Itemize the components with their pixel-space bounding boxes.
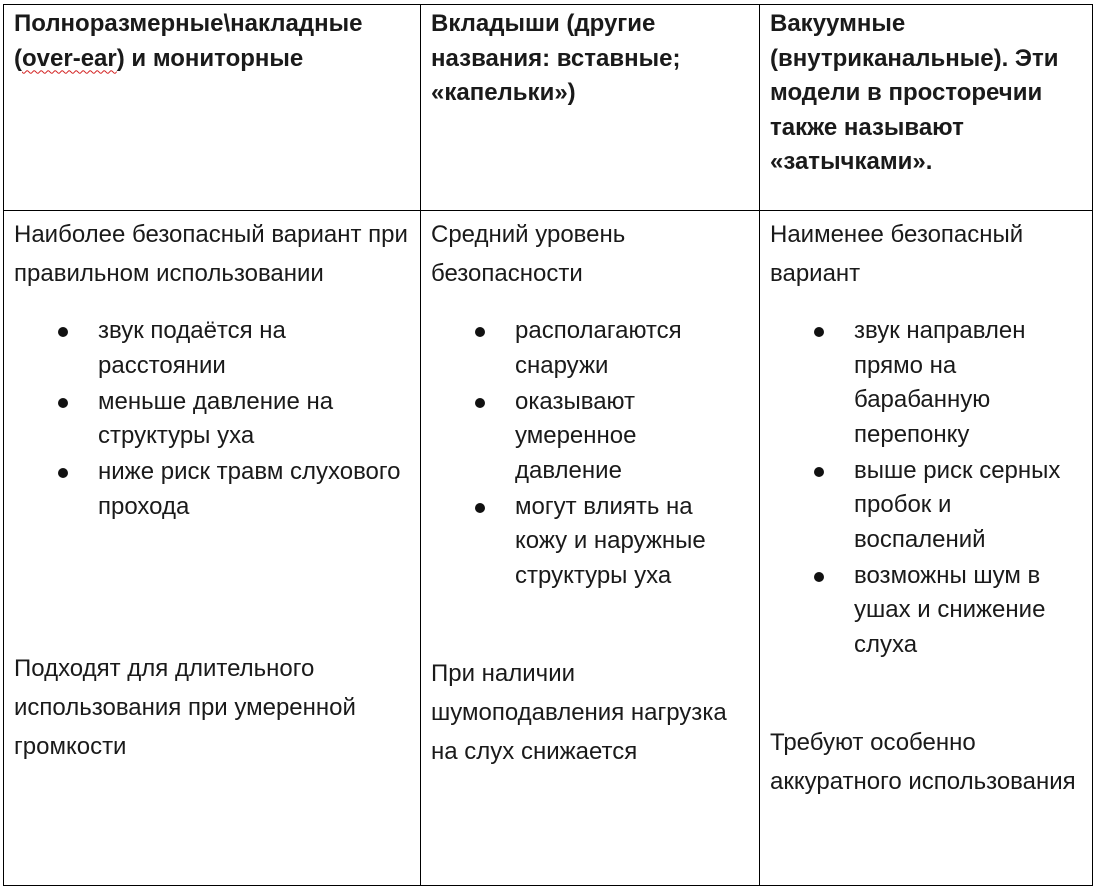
body-cell-over-ear[interactable] xyxy=(4,211,421,886)
outro-text: Требуют особенно аккуратного использования xyxy=(770,729,1076,795)
bullet-icon xyxy=(58,468,68,478)
bullet-list xyxy=(14,314,410,524)
list-item: меньше давление на структуры уха xyxy=(98,385,410,454)
spellcheck-marked-word: over-ear xyxy=(22,44,117,72)
header-cell-over-ear[interactable] xyxy=(4,5,421,211)
outro-text: Подходят для длительного использования при умеренной громкости xyxy=(14,655,356,760)
list-item: звук подаётся на расстоянии xyxy=(98,314,410,383)
header-text-in-ear: Вакуумные (внутриканальные). Эти модели в просторечии также называют «затычками». xyxy=(770,10,1059,175)
bullet-icon xyxy=(475,398,485,408)
header-text-earbuds: Вкладыши (другие названия: вставные; «капельки») xyxy=(431,10,681,106)
bullet-icon xyxy=(475,503,485,513)
list-item: могут влиять на кожу и наружные структуры уха xyxy=(515,490,749,594)
body-row xyxy=(4,211,1093,886)
body-cell-earbuds[interactable] xyxy=(421,211,760,886)
list-item: оказывают умеренное давление xyxy=(515,385,749,489)
bullet-icon xyxy=(58,398,68,408)
list-item: звук направлен прямо на барабанную перепонку xyxy=(854,314,1082,452)
header-cell-in-ear[interactable] xyxy=(760,5,1093,211)
bullet-icon xyxy=(814,327,824,337)
list-item: возможны шум в ушах и снижение слуха xyxy=(854,559,1082,663)
bullet-list xyxy=(770,314,1082,662)
list-item: выше риск серных пробок и воспалений xyxy=(854,454,1082,558)
body-cell-in-ear[interactable] xyxy=(760,211,1093,886)
intro-text: Наименее безопасный вариант xyxy=(770,221,1024,287)
bullet-icon xyxy=(58,327,68,337)
header-row xyxy=(4,5,1093,211)
comparison-table xyxy=(3,4,1093,886)
bullet-list xyxy=(431,314,749,593)
intro-text: Наиболее безопасный вариант при правильном использовании xyxy=(14,221,408,287)
bullet-icon xyxy=(814,467,824,477)
bullet-icon xyxy=(475,327,485,337)
outro-text: При наличии шумоподавления нагрузка на слух снижается xyxy=(431,660,727,765)
intro-text: Средний уровень безопасности xyxy=(431,221,626,287)
bullet-icon xyxy=(814,572,824,582)
list-item: ниже риск травм слухового прохода xyxy=(98,455,410,524)
list-item: располагаются снаружи xyxy=(515,314,749,383)
header-text-over-ear: Полноразмерные\накладные (over-ear) и мониторные xyxy=(14,10,363,72)
header-cell-earbuds[interactable] xyxy=(421,5,760,211)
